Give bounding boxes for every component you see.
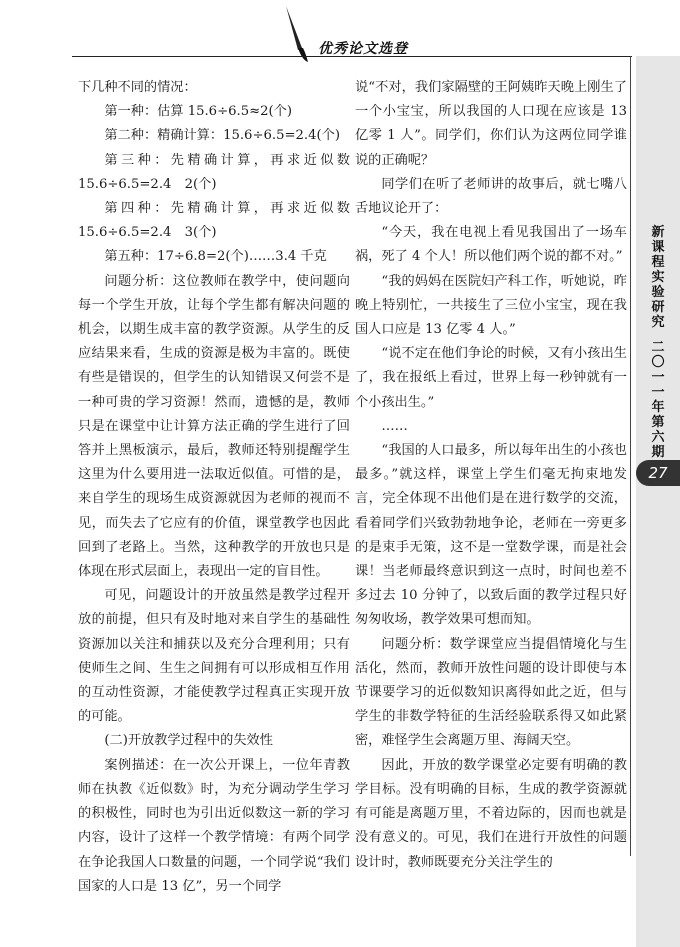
paragraph: 因此，开放的数学课堂必定要有明确的教学目标。没有明确的目标，生成的教学资源就有可能是离题万里，不着边际的，因而也就是没有意义的。可见，我们在进行开放性的问题设计时，教师既要充分关注学生的: [355, 757, 627, 870]
left-text-column: [78, 76, 350, 899]
paragraph: “今天，我在电视上看见我国出了一场车祸，死了 4 个人！所以他们两个说的都不对。”: [355, 225, 627, 265]
journal-char: 课: [651, 240, 665, 255]
issue-char: 六: [651, 430, 665, 445]
brush-pen-icon: [282, 4, 312, 64]
paragraph: 同学们在听了老师讲的故事后，就七嘴八舌地议论开了：: [355, 176, 627, 217]
journal-char: 验: [651, 285, 665, 300]
journal-char: 新: [651, 225, 665, 240]
paragraph: 第二种：精确计算：15.6÷6.5=2.4(个): [104, 128, 340, 144]
section-title: 优秀论文选登: [318, 41, 408, 57]
journal-char: 研: [651, 300, 665, 315]
column-edge-rule: [630, 56, 631, 856]
paragraph: 可见，问题设计的开放虽然是教学过程开放的前提，但只有及时地对来自学生的基础性资源加以关注和捕获以及充分合理利用；只有使师生之间、生生之间拥有可以形成相互作用的互动性资源，才能使教学过程真正实现开放的可能。: [78, 588, 350, 725]
issue-char: 第: [651, 415, 665, 430]
journal-vertical-title: [647, 225, 669, 460]
paragraph: “我的妈妈在医院妇产科工作，听她说，昨晚上特别忙，一共接生了三位小宝宝，现在我国人口应是 13 亿零 4 人。”: [355, 273, 627, 338]
header-divider: [72, 56, 632, 57]
issue-char: 二: [651, 340, 665, 355]
page-number: 27: [636, 460, 680, 486]
issue-char: 〇: [651, 355, 665, 370]
issue-char: 年: [651, 400, 665, 415]
spacer: [647, 330, 669, 340]
journal-char: 实: [651, 270, 665, 285]
paragraph: “我国的人口最多，所以每年出生的小孩也最多。”就这样，课堂上学生们毫无拘束地发言，完全体现不出他们是在进行数学的交流，看着同学们兴致勃勃地争论，老师在一旁更多的是束手无策，这不是一堂数学课，而是社会课！当老师最终意识到这一点时，时间也差不多过去 10 分钟了，以致后面的教学过程只好匆匆收场，教学效果可想而知。: [355, 443, 627, 628]
paragraph: 案例描述：在一次公开课上，一位年青教师在执教《近似数》时，为充分调动学生学习的积极性，同时也为引出近似数这一新的学习内容，设计了这样一个教学情境：有两个同学在争论我国人口数量的问题，一个同学说“我们国家的人口是 13 亿”，另一个同学: [78, 757, 350, 894]
paragraph: 第一种：估算 15.6÷6.5≈2(个): [104, 104, 293, 120]
journal-sidebar: [636, 56, 680, 947]
journal-char: 程: [651, 255, 665, 270]
paragraph: 第三种：先精确计算，再求近似数 15.6÷6.5=2.4 2(个): [78, 152, 350, 192]
paragraph: 说“不对，我们家隔壁的王阿姨昨天晚上刚生了一个小宝宝，所以我国的人口现在应该是 13 亿零 1 人”。同学们，你们认为这两位同学谁说的正确呢？: [355, 80, 627, 168]
paragraph: 问题分析：数学课堂应当提倡情境化与生活化，然而，教师开放性问题的设计即使与本节课要学习的近似数知识离得如此之近，但与学生的非数学特征的生活经验联系得又如此紧密，难怪学生会离题万里、海阔天空。: [355, 636, 627, 749]
paragraph: “说不定在他们争论的时候，又有小孩出生了，我在报纸上看过，世界上每一秒钟就有一个小孩出生。”: [355, 346, 627, 410]
paragraph: 第四种：先精确计算，再求近似数 15.6÷6.5=2.4 3(个): [78, 201, 350, 241]
right-text-column: [355, 76, 627, 875]
paragraph: (二)开放教学过程中的失效性: [104, 733, 273, 749]
issue-char: 一: [651, 385, 665, 400]
issue-char: 期: [651, 445, 665, 460]
paragraph: 第五种：17÷6.8=2(个)……3.4 千克: [104, 249, 327, 265]
issue-char: 一: [651, 370, 665, 385]
paragraph: 下几种不同的情况：: [78, 80, 197, 95]
paragraph: 问题分析：这位教师在教学中，使问题向每一个学生开放，让每个学生都有解决问题的机会，以期生成丰富的教学资源。从学生的反应结果来看，生成的资源是极为丰富的。既使有些是错误的，但学生的认知错误又何尝不是一种可贵的学习资源！然而，遗憾的是，教师只是在课堂中让计算方法正确的学生进行了回答并上黑板演示，最后，教师还特别提醒学生这里为什么要用进一法取近似值。可惜的是，来自学生的现场生成资源就因为老师的视而不见，而失去了它应有的价值，课堂教学也因此回到了老路上。当然，这种教学的开放也只是体现在形式层面上，表现出一定的盲目性。: [78, 273, 350, 580]
journal-char: 究: [651, 315, 665, 330]
paragraph: ……: [381, 418, 408, 434]
